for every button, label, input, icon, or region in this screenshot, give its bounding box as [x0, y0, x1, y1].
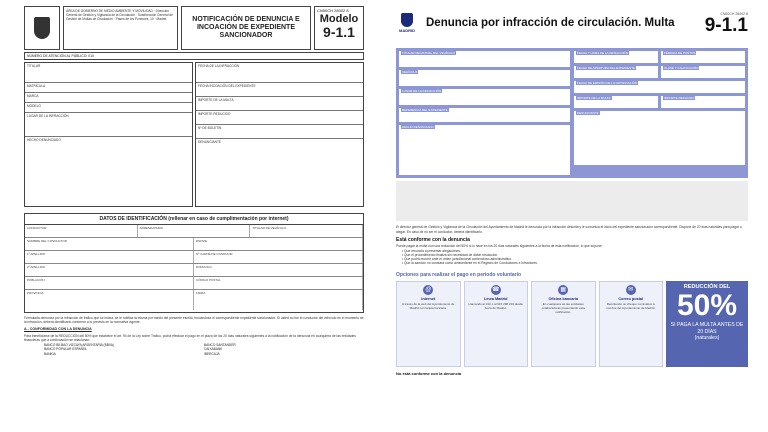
- payment-options: [396, 281, 748, 367]
- conforme-bullets: [396, 249, 748, 266]
- bullet-text: Que podrá recurrir ante el orden jurisdiccional contencioso-administrativo.: [404, 257, 512, 262]
- id-field[interactable]: CÓDIGO POSTAL: [194, 277, 363, 289]
- new-form-fields-right: [574, 51, 745, 175]
- field-hecho[interactable]: [399, 125, 570, 175]
- old-form-cell: MODELO: [25, 103, 192, 113]
- old-form-model-word: Modelo: [319, 13, 359, 25]
- bank-item: IBERCAJA: [204, 351, 220, 356]
- field-label: PÉRDIDA DE PUNTOS: [664, 50, 696, 55]
- bullet-text: Que el procedimiento finaliza sin necesidad de dictar resolución.: [404, 252, 499, 257]
- option-linea-madrid: [464, 281, 529, 367]
- new-form-fields: [396, 48, 748, 178]
- field-label: VEHÍCULO: [402, 69, 418, 74]
- field-lugar[interactable]: [399, 89, 570, 105]
- field-denunciante[interactable]: [574, 111, 745, 165]
- old-form-page: [24, 6, 364, 432]
- old-form-model: [314, 6, 364, 50]
- heading-conforme: Está conforme con la denuncia: [396, 237, 470, 243]
- mail-icon: ✉: [626, 285, 636, 295]
- checkbox-arrendatario[interactable]: ARRENDATARIO: [138, 225, 251, 237]
- field-clase[interactable]: [661, 66, 745, 78]
- bullet-item: • Que la sanción no constará como antecedente en el Registro de Conductores e Infractores.: [402, 261, 538, 266]
- field-row: [574, 66, 745, 78]
- payment-options-title: Opciones para realizar el pago en periodo voluntario: [396, 271, 522, 278]
- field-label: DENUNCIANTE: [577, 110, 599, 115]
- bullet-item: • Que podrá recurrir ante el orden jurisdiccional contencioso-administrativo.: [402, 257, 512, 262]
- old-form-cell: DENUNCIANTE: [198, 140, 222, 144]
- identification-row: [25, 238, 363, 251]
- id-field[interactable]: 1º APELLIDO: [25, 251, 194, 263]
- old-form-cell: FECHA INCOACIÓN DEL EXPEDIENTE: [196, 83, 363, 97]
- new-form-header: [396, 6, 748, 40]
- bank-item: BANCO SANTANDER: [204, 343, 236, 348]
- option-correo-postal: [599, 281, 664, 367]
- bullet-item: • Que el procedimiento finaliza sin necesidad de dictar resolución.: [402, 252, 499, 257]
- option-title: Oficina bancaria: [548, 296, 579, 301]
- field-perdida-puntos[interactable]: [661, 51, 745, 63]
- globe-icon: @: [425, 286, 432, 293]
- id-field[interactable]: 2º APELLIDO: [25, 264, 194, 276]
- bullet-text: Que la sanción no constará como antecedente en el Registro de Conductores e Infractores.: [404, 261, 538, 266]
- old-form-cell: HECHO DENUNCIADO: [27, 138, 61, 142]
- field-fecha-apertura[interactable]: [574, 66, 658, 78]
- field-label: IMPORTE REDUCIDO: [664, 95, 695, 100]
- old-form-cell: FECHA DE LA INFRACCIÓN: [196, 63, 363, 83]
- id-field[interactable]: PROVINCIA: [25, 290, 194, 310]
- checkbox-titular[interactable]: TITULAR DE VEHÍCULO: [250, 225, 363, 237]
- field-label: IMPORTE DE LA MULTA: [577, 95, 611, 100]
- field-label: REFERENCIA DEL EXPEDIENTE: [402, 107, 448, 112]
- promo-top: REDUCCIÓN DEL: [683, 283, 731, 290]
- bank-icon: ▦: [558, 285, 568, 295]
- id-field[interactable]: POBLACIÓN: [25, 277, 194, 289]
- option-desc: Llamando al 010 o al 915 298 210 desde fuera de Madrid.: [468, 301, 523, 310]
- madrid-logo-icon: [396, 13, 418, 33]
- bullet-item: • Que renuncia a presentar alegaciones.: [402, 248, 461, 253]
- new-form-title: Denuncia por infracción de circulación. Multa: [426, 17, 675, 29]
- new-form-fields-left: [399, 51, 570, 175]
- new-form-model-code: CN50CH 28002 8: [720, 11, 748, 16]
- field-referencia[interactable]: [399, 108, 570, 122]
- old-form-section-text: Para beneficiarse de la REDUCCIÓN del 50% que establece el art. 94 de la Ley sobre Tráfico, podrá efectuar el pago en el plazo de los 20 días naturales siguientes a la notificación de la denuncia en cualquiera de las entidades financieras que a continuación se relacionan:: [24, 333, 356, 342]
- id-field[interactable]: DNI/NIE: [194, 238, 363, 250]
- field-label: FECHA Y HORA DE LA INFRACCIÓN: [577, 50, 628, 55]
- old-form-header-info: ÁREA DE GOBIERNO DE MEDIO AMBIENTE Y MOVILIDAD · Dirección General de Gestión y Vigilancia de la Circulación · Subdirección General de Gestión de Multas de Circulación · Paseo de los Pontones, 10 · Madrid: [63, 6, 178, 50]
- promo-note: (naturales): [694, 334, 720, 341]
- old-form-cell: IMPORTE REDUCIDO: [196, 111, 363, 125]
- old-form-section-a: A.- CONFORMIDAD CON LA DENUNCIA: [24, 326, 92, 331]
- new-form-model: [694, 12, 748, 35]
- identification-row: [25, 251, 363, 264]
- old-form-cell: Nº DE BOLETÍN: [196, 125, 363, 139]
- field-fecha-hora[interactable]: [574, 51, 658, 63]
- identification-row: [25, 264, 363, 277]
- phone-icon: ☎: [491, 285, 501, 295]
- madrid-logo-text: MADRID: [399, 28, 415, 33]
- bank-list: [24, 343, 364, 356]
- bank-item: BANKIA: [44, 351, 56, 356]
- conforme-text: Puede pagar la multa con una reducción del 50% si lo hace en los 20 días naturales siguientes a la fecha de esta notificación, lo que supone:: [396, 244, 603, 248]
- reduction-promo: [666, 281, 748, 367]
- field-label: FECHA DE APERTURA DEL EXPEDIENTE: [577, 65, 636, 70]
- old-form-title: NOTIFICACIÓN DE DENUNCIA E INCOACIÓN DE EXPEDIENTE SANCIONADOR: [181, 6, 311, 50]
- heading-no-conforme: No está conforme con la denuncia: [396, 370, 462, 376]
- field-importe[interactable]: [574, 96, 658, 108]
- option-title: Correo postal: [618, 296, 644, 301]
- old-form-model-code: CN50CH 28002 8: [317, 8, 349, 13]
- bank-item: CAIXABANK: [204, 347, 223, 352]
- old-form-data-grid: [24, 62, 364, 207]
- field-label: HECHO DENUNCIADO: [402, 124, 434, 129]
- bullet-text: Que renuncia a presentar alegaciones.: [404, 248, 461, 253]
- option-internet: [396, 281, 461, 367]
- field-row: [574, 51, 745, 63]
- old-form-cell: MARCA: [25, 93, 192, 103]
- new-form-intro-text: El director general de Gestión y Vigilancia de la Circulación del Ayuntamiento de Madrid le denuncia por la infracción descrita y le comunica el inicio del expediente sancionador correspondiente. Dispone de 20 días naturales para pagar o alegar. En caso de no ser el conductor, deberá identificarlo.: [396, 225, 742, 234]
- old-form-cell: TITULAR: [25, 63, 192, 83]
- id-field[interactable]: Nº CARNÉ DE CONDUCIR: [194, 251, 363, 263]
- field-vehiculo[interactable]: [399, 70, 570, 86]
- identification-row: [25, 277, 363, 290]
- field-importe-reducido[interactable]: [661, 96, 745, 108]
- option-title: Línea Madrid: [484, 296, 508, 301]
- madrid-crest-icon: [24, 6, 60, 50]
- bank-item: BANCO POPULAR ESPAÑOL: [44, 347, 88, 352]
- new-form-page: [396, 6, 748, 432]
- identification-row: [25, 290, 363, 310]
- signature-field[interactable]: FIRMA: [194, 290, 363, 310]
- old-form-cell: IMPORTE DE LA MULTA: [196, 97, 363, 111]
- old-form-cell: LUGAR DE LA INFRACCIÓN: [25, 113, 192, 137]
- new-form-model-number: 9-1.1: [704, 14, 748, 36]
- identification-row: [25, 225, 363, 238]
- field-label: FECHA DE EMISIÓN DE LA NOTIFICACIÓN: [577, 80, 638, 85]
- field-fecha-emision[interactable]: [574, 81, 745, 93]
- id-field[interactable]: NOMBRE DEL CONDUCTOR: [25, 238, 194, 250]
- field-titular[interactable]: [399, 51, 570, 67]
- field-label: CLASE Y CALIFICACIÓN: [664, 65, 699, 70]
- old-form-body-text: Formulada denuncia por la infracción de tráfico que se indica, se le notifica la misma por medio del presente escrito, incoándose el correspondiente expediente sancionador. Si usted no fue el conductor del vehículo en el momento de la infracción, deberá identificarlo conforme a lo previsto en la normativa vigente.: [24, 316, 364, 325]
- option-title: Internet: [421, 296, 436, 301]
- field-label: TITULAR REGISTRAL DEL VEHÍCULO: [402, 50, 455, 55]
- identification-title: DATOS DE IDENTIFICACIÓN (rellenar en caso de cumplimentación por internet): [25, 214, 363, 225]
- old-form-phone-line: NÚMERO DE ATENCIÓN AL PÚBLICO: 010: [24, 52, 364, 60]
- identification-section: [24, 213, 364, 313]
- field-row: [574, 96, 745, 108]
- bank-item: BANCO BILBAO VIZCAYA ARGENTARIA (BBVA): [44, 343, 114, 348]
- old-form-grid-left: [24, 62, 193, 207]
- old-form-model-number: 9-1.1: [323, 24, 355, 40]
- old-form-cell: MATRÍCULA: [25, 83, 192, 93]
- id-field[interactable]: DOMICILIO: [194, 264, 363, 276]
- new-form-blank-area: [396, 181, 748, 221]
- option-desc: En cualquiera de las entidades colaboradoras presentando esta notificación.: [541, 301, 585, 314]
- promo-bottom: SI PAGA LA MULTA ANTES DE 20 DÍAS: [670, 322, 744, 335]
- option-desc: A través de la web del Ayuntamiento de Madrid con tarjeta bancaria.: [402, 301, 455, 310]
- promo-value: 50%: [676, 289, 738, 323]
- old-form-grid-right: [195, 62, 364, 207]
- old-form-header: [24, 6, 364, 50]
- option-desc: Remitiendo un cheque nominativo a nombre del Ayuntamiento de Madrid.: [606, 301, 656, 310]
- checkbox-conductor[interactable]: CONDUCTOR: [25, 225, 138, 237]
- option-oficina-bancaria: [531, 281, 596, 367]
- field-label: LUGAR DE LA INFRACCIÓN: [402, 88, 442, 93]
